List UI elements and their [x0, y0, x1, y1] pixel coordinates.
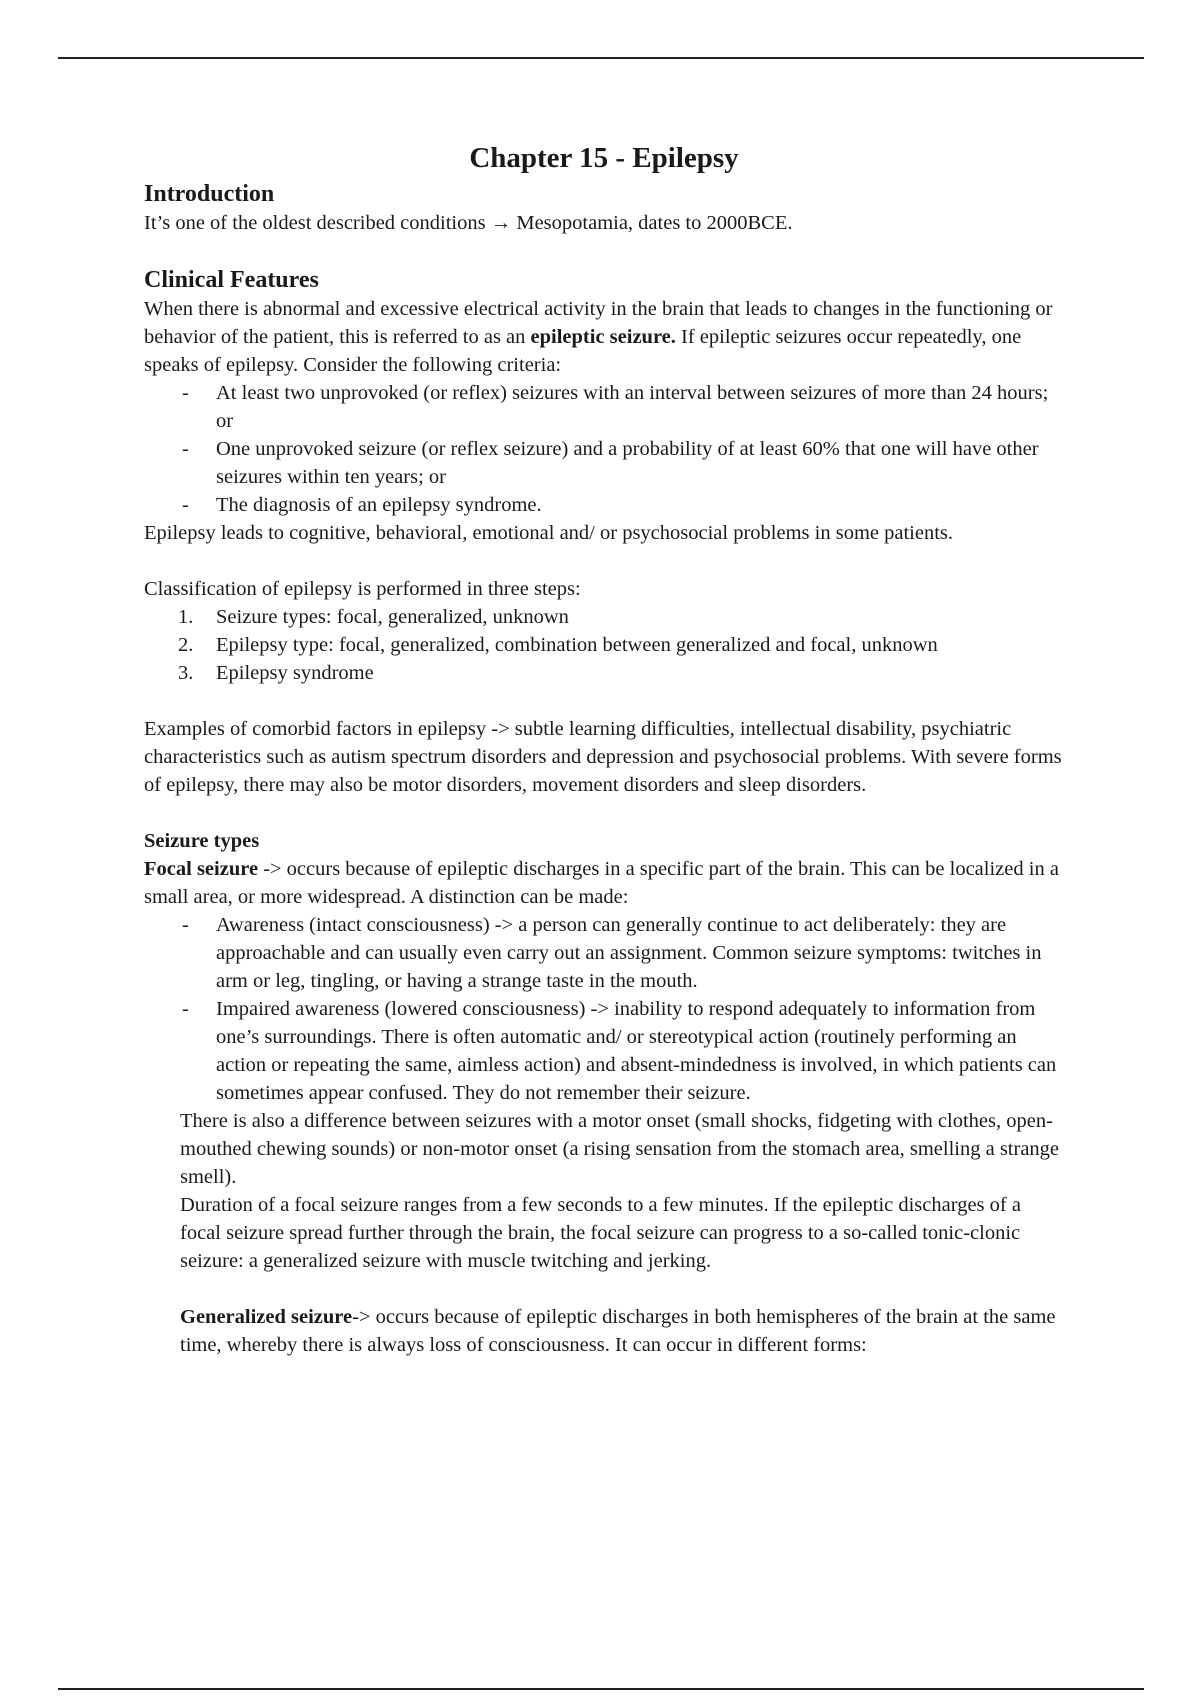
focal-seizure-text: -> occurs because of epileptic discharges in a specific part of the brain. This can be localized in a small area, or more widespread. A distinction can be made: [144, 858, 1059, 908]
criteria-list [144, 379, 1064, 519]
spacer [144, 687, 1064, 715]
dash-marker: - [182, 438, 189, 460]
focal-types-list [144, 911, 1064, 1107]
dash-marker: - [182, 382, 189, 404]
dash-marker: - [182, 494, 189, 516]
dash-marker: - [182, 914, 189, 936]
duration-paragraph: Duration of a focal seizure ranges from a few seconds to a few minutes. If the epileptic discharges of a focal seizure spread further through the brain, the focal seizure can progress to a so-called tonic-clonic seizure: a generalized seizure with muscle twitching and jerking. [180, 1194, 1021, 1272]
introduction-text: It’s one of the oldest described conditions → Mesopotamia, dates to 2000BCE. [144, 212, 793, 234]
seizure-types-heading-text: Seizure types [144, 830, 260, 852]
spacer [144, 237, 1064, 265]
spacer [144, 799, 1064, 827]
criteria-text: One unprovoked seizure (or reflex seizure) and a probability of at least 60% that one will have other seizures within ten years; or [216, 438, 1039, 488]
list-item [144, 631, 1064, 659]
list-item [144, 603, 1064, 631]
dash-marker: - [182, 998, 189, 1020]
spacer [144, 547, 1064, 575]
classification-list [144, 603, 1064, 687]
list-item [144, 911, 1064, 995]
introduction-heading: Introduction [144, 181, 275, 207]
list-item [144, 379, 1064, 435]
clinical-text-b: If epileptic seizures occur repeatedly, one speaks of epilepsy. Consider the following criteria: [144, 326, 1022, 376]
comorbid-paragraph: Examples of comorbid factors in epilepsy -> subtle learning difficulties, intellectual disability, psychiatric characteristics such as autism spectrum disorders and depression and psychosocial problems. With severe forms of epilepsy, there may also be motor disorders, movement disorders and sleep disorders. [144, 718, 1062, 796]
step-text: Epilepsy syndrome [216, 662, 374, 684]
step-text: Seizure types: focal, generalized, unknown [216, 606, 569, 628]
focal-type-text: Awareness (intact consciousness) -> a person can generally continue to act deliberately: they are approachable and can usually even carry out an assignment. Common seizure symptoms: twitches in arm or leg, tingling, or having a strange taste in the mouth. [216, 914, 1042, 992]
generalized-seizure-paragraph [144, 1303, 1064, 1359]
clinical-features-heading: Clinical Features [144, 267, 319, 293]
focal-seizure-paragraph [144, 855, 1064, 911]
focal-seizure-term: Focal seizure [144, 858, 259, 880]
list-item [144, 995, 1064, 1107]
seizure-types-heading [144, 827, 1064, 855]
motor-onset-paragraph: There is also a difference between seizures with a motor onset (small shocks, fidgeting with clothes, open-mouthed chewing sounds) or non-motor onset (a rising sensation from the stomach area, smelling a strange smell). [180, 1110, 1060, 1188]
clinical-paragraph [144, 295, 1064, 379]
generalized-seizure-text: -> occurs because of epileptic discharges in both hemispheres of the brain at the same time, whereby there is always loss of consciousness. It can occur in different forms: [180, 1306, 1056, 1356]
focal-type-text: Impaired awareness (lowered consciousness) -> inability to respond adequately to information from one’s surroundings. There is often automatic and/ or stereotypical action (routinely performing an action or repeating the same, aimless action) and absent-mindedness is involved, in which patients can sometimes appear confused. They do not remember their seizure. [216, 998, 1057, 1104]
criteria-text: The diagnosis of an epilepsy syndrome. [216, 494, 542, 516]
top-rule [58, 57, 1144, 59]
spacer [144, 1275, 1064, 1303]
list-item [144, 659, 1064, 687]
classification-intro: Classification of epilepsy is performed in three steps: [144, 578, 581, 600]
number-marker: 3. [178, 662, 194, 684]
number-marker: 1. [178, 606, 194, 628]
bottom-rule [58, 1688, 1144, 1690]
epileptic-seizure-term: epileptic seizure. [530, 326, 676, 348]
page-title: Chapter 15 - Epilepsy [469, 142, 739, 174]
generalized-seizure-term: Generalized seizure [180, 1306, 353, 1328]
document-body [144, 138, 1064, 1359]
clinical-text-a: When there is abnormal and excessive electrical activity in the brain that leads to changes in the functioning or behavior of the patient, this is referred to as an [144, 298, 1053, 348]
list-item [144, 435, 1064, 491]
step-text: Epilepsy type: focal, generalized, combination between generalized and focal, unknown [216, 634, 938, 656]
list-item [144, 491, 1064, 519]
criteria-text: At least two unprovoked (or reflex) seizures with an interval between seizures of more than 24 hours; or [216, 382, 1049, 432]
consequences-paragraph: Epilepsy leads to cognitive, behavioral, emotional and/ or psychosocial problems in some patients. [144, 522, 953, 544]
number-marker: 2. [178, 634, 194, 656]
